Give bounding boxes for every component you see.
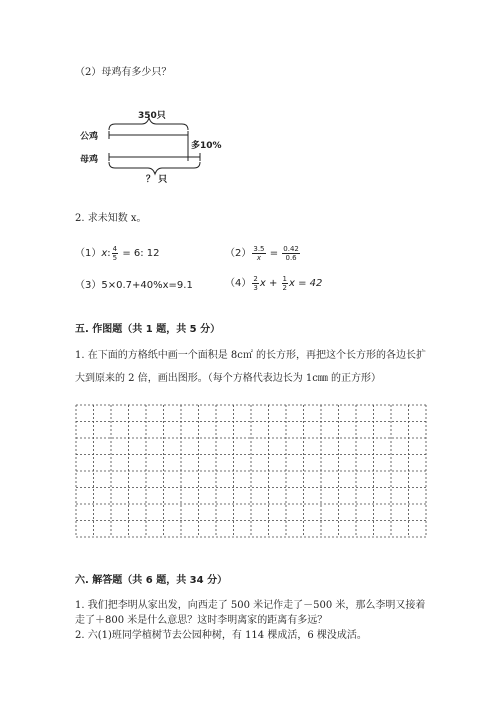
- equation-4: [225, 274, 322, 292]
- eq1-den: 5: [112, 253, 118, 262]
- eq4-den2: 2: [282, 283, 287, 292]
- eq4-mid: x +: [259, 278, 278, 289]
- eq4-den1: 3: [253, 283, 258, 292]
- eq1-colon: :: [107, 248, 111, 259]
- section-6-title: 六. 解答题（共 6 题，共 34 分）: [75, 575, 228, 586]
- eq1-num: 4: [112, 244, 118, 253]
- section-6-q1-line2: 走了＋800 米是什么意思？这时李明离家的距离有多远？: [75, 615, 328, 626]
- equation-2: [225, 244, 301, 262]
- question-2-hens: （2）母鸡有多少只？: [75, 67, 172, 78]
- eq4-num1: 2: [253, 274, 258, 283]
- hen-label: 母鸡: [80, 155, 99, 165]
- bar-diagram: [70, 108, 250, 184]
- eq1-rest: = 6: 12: [122, 248, 160, 259]
- bottom-label: ？ 只: [146, 175, 168, 185]
- eq2-fraction-1: [252, 245, 265, 262]
- eq2-fraction-2: [282, 245, 300, 262]
- eq2-num2: 0.42: [283, 244, 299, 253]
- eq4-fraction-2: [282, 275, 288, 292]
- eq4-rest: x = 42: [288, 278, 323, 289]
- eq1-x: x: [101, 248, 108, 259]
- eq1-fraction: [112, 245, 118, 262]
- section-5-q1-line1: 1. 在下面的方格纸中画一个面积是 8c㎡ 的长方形，再把这个长方形的各边长扩: [75, 350, 427, 361]
- rooster-label: 公鸡: [80, 132, 99, 142]
- eq2-den1: x: [256, 253, 262, 262]
- eq1-prefix: （1）: [75, 248, 102, 259]
- section-6-q2: 2. 六(1)班同学植树节去公园种树，有 114 棵成活，6 棵没成活。: [75, 630, 367, 641]
- eq2-prefix: （2）: [225, 248, 252, 259]
- grid-paper[interactable]: [75, 404, 427, 539]
- section-2-title: 2. 求未知数 x。: [75, 213, 147, 224]
- top-label: 350只: [138, 111, 166, 121]
- eq4-fraction-1: [252, 275, 258, 292]
- more-label: 多10%: [191, 141, 222, 151]
- eq4-num2: 1: [282, 274, 287, 283]
- eq2-num1: 3.5: [253, 244, 265, 253]
- section-6-q1-line1: 1. 我们把李明从家出发，向西走了 500 米记作走了－500 米，那么李明又接着: [75, 600, 426, 611]
- section-5-title: 五. 作图题（共 1 题，共 5 分）: [75, 324, 221, 335]
- eq4-prefix: （4）: [225, 278, 252, 289]
- equation-1: [75, 244, 160, 262]
- section-5-q1-line2: 大到原来的 2 倍，画出图形。（每个方格代表边长为 1c㎜ 的正方形）: [75, 373, 382, 384]
- equation-3: （3）5×0.7+40%x=9.1: [75, 280, 193, 291]
- eq2-equals: =: [269, 248, 279, 259]
- eq2-den2: 0.6: [285, 253, 297, 262]
